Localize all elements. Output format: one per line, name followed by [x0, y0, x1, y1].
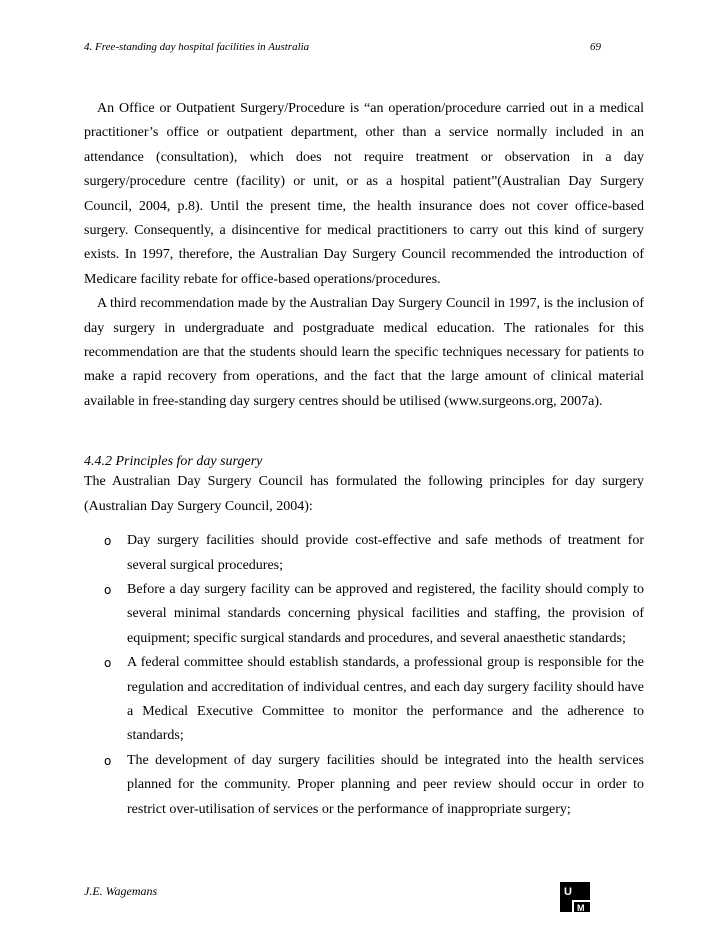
- list-item-text: A federal committee should establish standards, a professional group is responsible for the regulation and accreditation of individual centres, and each day surgery facility should have a Medical Executive Committee to monitor the performance and the adherence to standards;: [127, 655, 644, 744]
- bullet-circle-icon: o: [104, 582, 112, 597]
- principles-list: [84, 529, 644, 822]
- list-item-text: Before a day surgery facility can be approved and registered, the facility should comply to several minimal standards concerning physical facilities and staffing, the provision of equipment; specific surgical standards and procedures, and several anaesthetic standards;: [127, 581, 644, 646]
- svg-text:M: M: [577, 903, 585, 912]
- svg-text:U: U: [564, 886, 572, 898]
- bullet-circle-icon: o: [104, 753, 112, 768]
- list-item-text: Day surgery facilities should provide cost-effective and safe methods of treatment for several surgical procedures;: [127, 533, 644, 573]
- university-logo-icon: [560, 882, 590, 912]
- footer-author: J.E. Wagemans: [84, 884, 158, 898]
- list-item: [84, 749, 644, 822]
- list-item-text: The development of day surgery facilities should be integrated into the health services planned for the community. Proper planning and peer review should occur in order to restrict over-utilisation of services or the performance of inappropriate surgery;: [127, 752, 644, 817]
- section-intro: The Australian Day Surgery Council has formulated the following principles for day surgery (Australian Day Surgery Council, 2004):: [84, 474, 644, 514]
- page-body: [84, 97, 644, 822]
- page-number: 69: [590, 41, 601, 53]
- list-item: [84, 651, 644, 749]
- bullet-circle-icon: o: [104, 534, 112, 549]
- paragraph-office-surgery: An Office or Outpatient Surgery/Procedure is “an operation/procedure carried out in a medical practitioner’s office or outpatient department, other than a service normally included in an attendance (consultation), which does not require treatment or observation in a day surgery/procedure centre (facility) or unit, or as a hospital patient”(Australian Day Surgery Council, 2004, p.8). Until the present time, the health insurance does not cover office-based surgery. Consequently, a disincentive for medical practitioners to carry out this kind of surgery exists. In 1997, therefore, the Australian Day Surgery Council recommended the introduction of Medicare facility rebate for office-based operations/procedures.: [84, 101, 644, 287]
- running-header: [84, 41, 644, 57]
- list-item: [84, 578, 644, 651]
- header-title: 4. Free-standing day hospital facilities in Australia: [84, 41, 310, 53]
- section-heading: 4.4.2 Principles for day surgery: [84, 454, 263, 470]
- paragraph-third-recommendation: A third recommendation made by the Australian Day Surgery Council in 1997, is the inclusion of day surgery in undergraduate and postgraduate medical education. The rationales for this recommendation are that the students should learn the specific techniques necessary for patients to make a rapid recovery from operations, and the fact that the large amount of clinical material available in free-standing day surgery centres should be utilised (www.surgeons.org, 2007a).: [84, 296, 644, 409]
- list-item: [84, 529, 644, 578]
- bullet-circle-icon: o: [104, 656, 112, 671]
